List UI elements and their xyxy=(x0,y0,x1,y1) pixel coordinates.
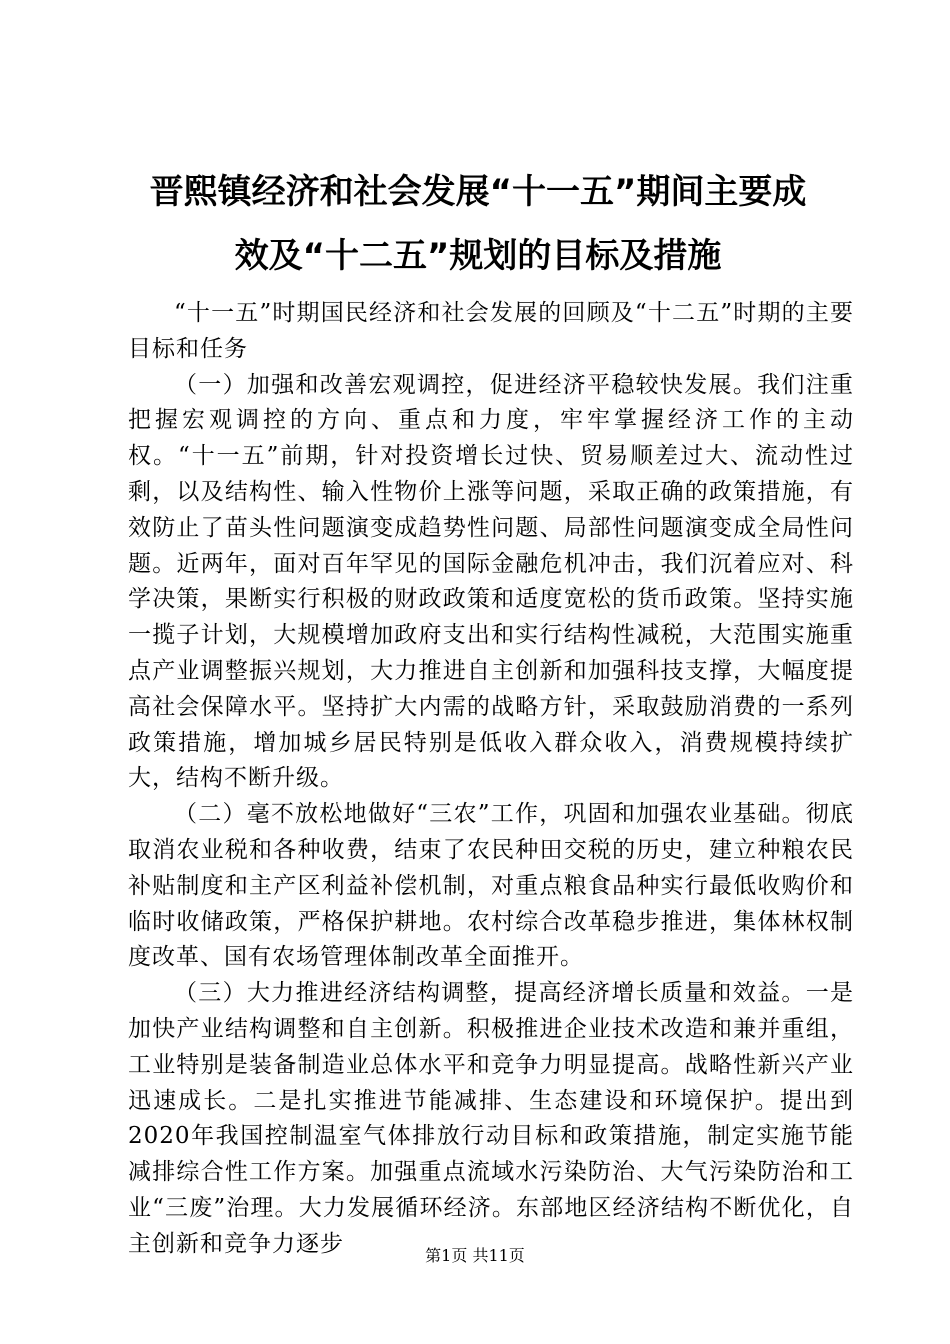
page-footer: 第1页 共11页 xyxy=(425,1246,525,1265)
document-body xyxy=(128,296,854,1263)
title-line-1: 晋熙镇经济和社会发展“十一五”期间主要成 xyxy=(149,172,807,212)
title-line-2: 效及“十二五”规划的目标及措施 xyxy=(234,236,722,276)
paragraph-1: （一）加强和改善宏观调控，促进经济平稳较快发展。我们注重把握宏观调控的方向、重点和力度，牢牢掌握经济工作的主动权。“十一五”前期，针对投资增长过快、贸易顺差过大、流动性过剩，以及结构性、输入性物价上涨等问题，采取正确的政策措施，有效防止了苗头性问题演变成趋势性问题、局部性问题演变成全局性问题。近两年，面对百年罕见的国际金融危机冲击，我们沉着应对、科学决策，果断实行积极的财政政策和适度宽松的货币政策。坚持实施一揽子计划，大规模增加政府支出和实行结构性减税，大范围实施重点产业调整振兴规划，大力推进自主创新和加强科技支撑，大幅度提高社会保障水平。坚持扩大内需的战略方针，采取鼓励消费的一系列政策措施，增加城乡居民特别是低收入群众收入，消费规模持续扩大，结构不断升级。 xyxy=(128,371,854,792)
paragraph-2: （二）毫不放松地做好“三农”工作，巩固和加强农业基础。彻底取消农业税和各种收费，结束了农民种田交税的历史，建立种粮农民补贴制度和主产区利益补偿机制，对重点粮食品种实行最低收购价和临时收储政策，严格保护耕地。农村综合改革稳步推进，集体林权制度改革、国有农场管理体制改革全面推开。 xyxy=(128,801,854,971)
document-title xyxy=(120,160,836,288)
paragraph-section-heading: “十一五”时期国民经济和社会发展的回顾及“十二五”时期的主要目标和任务 xyxy=(128,300,854,362)
paragraph-3: （三）大力推进经济结构调整，提高经济增长质量和效益。一是加快产业结构调整和自主创新。积极推进企业技术改造和兼并重组，工业特别是装备制造业总体水平和竞争力明显提高。战略性新兴产业迅速成长。二是扎实推进节能减排、生态建设和环境保护。提出到2020年我国控制温室气体排放行动目标和政策措施，制定实施节能减排综合性工作方案。加强重点流域水污染防治、大气污染防治和工业“三废”治理。大力发展循环经济。东部地区经济结构不断优化，自主创新和竞争力逐步 xyxy=(128,980,854,1257)
